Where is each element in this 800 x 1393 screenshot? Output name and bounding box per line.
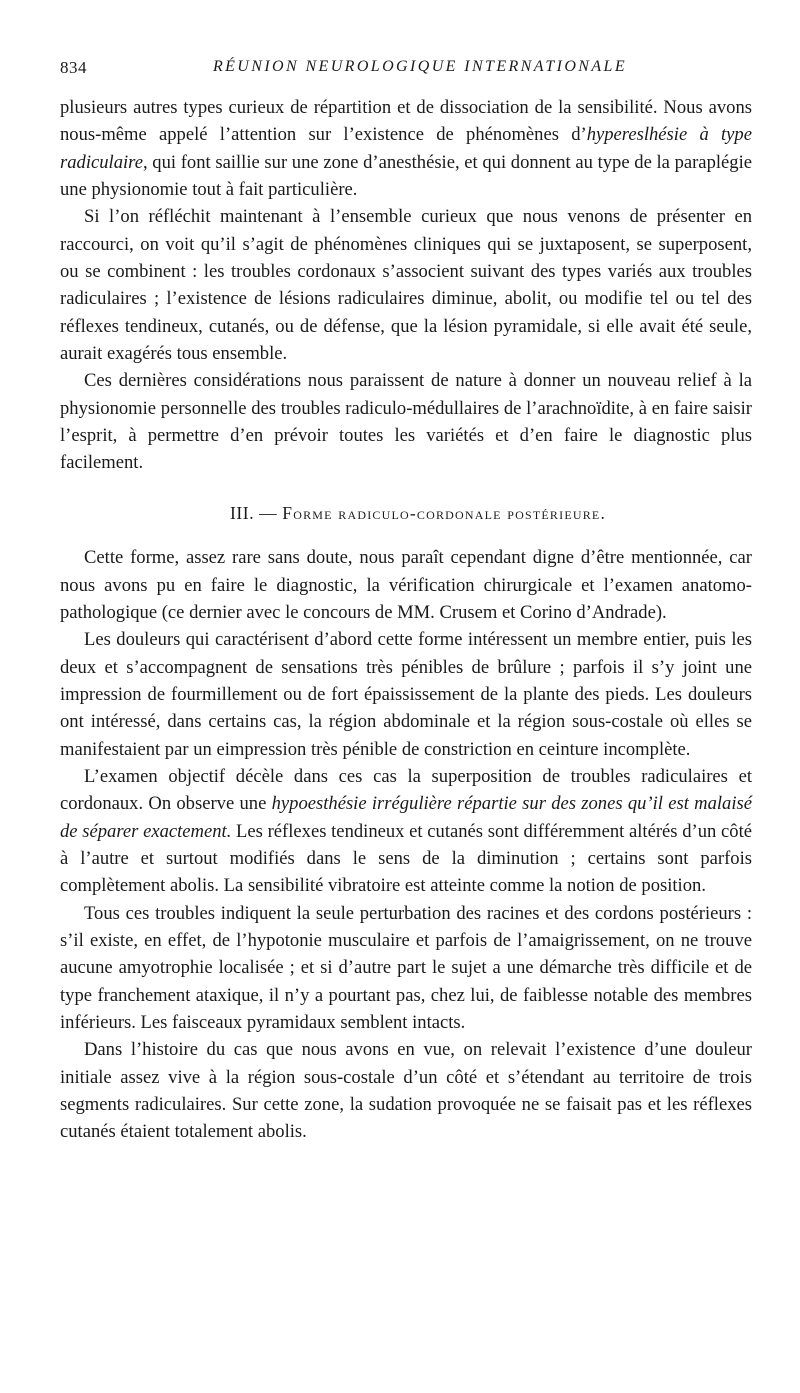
italic-term: hypereslhésie à type radiculaire [60, 124, 752, 173]
section-numeral: III. — [229, 502, 278, 523]
section-heading [60, 500, 752, 527]
paragraph-text: Les réflexes tendineux et cutanés sont différemment altérés d’un côté à l’autre et surtout modifiés dans le sens de la diminution ; certains sont parfois complètement abolis. La sensibilité vibratoire est atteinte comme la notion de position. [60, 820, 752, 897]
italic-phrase: hypoesthésie irrégulière répartie sur des zones qu’il est malaisé de séparer exactement. [60, 793, 752, 842]
paragraph-text: plusieurs autres types curieux de répartition et de dissociation de la sensibilité. Nous avons nous-même appelé l’attention sur l’existence de phénomènes d’ [60, 97, 752, 146]
paragraph: Les douleurs qui caractérisent d’abord cette forme intéressent un membre entier, puis les deux et s’accompagnent de sensations très pénibles de brûlure ; parfois il s’y joint une impression de fourmillement ou de fort épaississement de la plante des pieds. Les douleurs ont intéressé, dans certains cas, la région abdominale et la région sous-costale où elles se manifestaient par un eimpression très pénible de constriction en ceinture incomplète. [60, 629, 752, 760]
paragraph: Si l’on réfléchit maintenant à l’ensemble curieux que nous venons de présenter en raccourci, on voit qu’il s’agit de phénomènes cliniques qui se juxtaposent, se superposent, ou se combinent : les troubles cordonaux s’associent suivant des types variés aux troubles radiculaires ; l’existence de lésions radiculaires diminue, abolit, ou modifie tel ou tel des réflexes tendineux, cutanés, ou de défense, que la lésion pyramidale, si elle avait été seule, aurait exagérés tous ensemble. [60, 206, 752, 365]
paragraph: Cette forme, assez rare sans doute, nous paraît cependant digne d’être mentionnée, car nous avons pu en faire le diagnostic, la vérification chirurgicale et l’examen anatomo-pathologique (ce dernier avec le concours de MM. Crusem et Corino d’Andrade). [60, 547, 752, 623]
body-text [60, 94, 752, 1146]
section-title: Forme radiculo-cordonale postérieure. [282, 502, 607, 523]
paragraph-continued [60, 94, 752, 203]
paragraph: Dans l’histoire du cas que nous avons en vue, on relevait l’existence d’une douleur initiale assez vive à la région sous-costale d’un côté et s’étendant au territoire de trois segments radiculaires. Sur cette zone, la sudation provoquée ne se faisait pas et les réflexes cutanés étaient totalement abolis. [60, 1039, 752, 1143]
paragraph: Ces dernières considérations nous paraissent de nature à donner un nouveau relief à la physionomie personnelle des troubles radiculo-médullaires de l’arachnoïdite, à en faire saisir l’esprit, à permettre d’en prévoir toutes les variétés et d’en faire le diagnostic plus facilement. [60, 370, 752, 474]
paragraph: Tous ces troubles indiquent la seule perturbation des racines et des cordons postérieurs : s’il existe, en effet, de l’hypotonie musculaire et parfois de l’amaigrissement, on ne trouve aucune amyotrophie localisée ; et si d’autre part le sujet a une démarche très difficile et de type franchement ataxique, il n’y a pourtant pas, chez lui, de faiblesse notable des membres inférieurs. Les faisceaux pyramidaux semblent intacts. [60, 902, 752, 1033]
running-head [60, 58, 750, 82]
paragraph [60, 763, 752, 900]
paragraph-text: L’examen objectif décèle dans ces cas la superposition de troubles radiculaires et cordonaux. On observe une [60, 765, 752, 815]
page-number: 834 [60, 58, 87, 77]
paragraph-text: , qui font saillie sur une zone d’anesthésie, et qui donnent au type de la paraplégie une physionomie tout à fait particulière. [60, 151, 752, 201]
running-title: RÉUNION NEUROLOGIQUE INTERNATIONALE [212, 58, 628, 75]
